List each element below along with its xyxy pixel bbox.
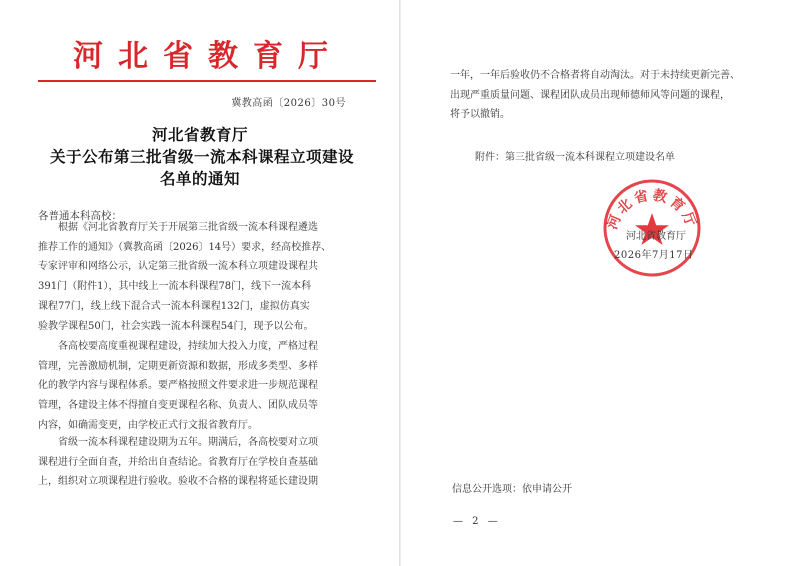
disclosure-option: 信息公开选项：依申请公开 <box>452 484 572 495</box>
letterhead-agency: 河北省教育厅 <box>73 39 343 74</box>
paragraph-line: 课程77门，线上线下混合式一流本科课程132门，虚拟仿真实 <box>38 300 310 312</box>
letterhead-red-rule <box>38 80 376 82</box>
paragraph-line: 一年，一年后验收仍不合格者将自动淘汰。对于未持续更新完善、 <box>450 70 740 81</box>
paragraph-line: 管理，各建设主体不得擅自变更课程名称、负责人、团队成员等 <box>38 400 318 412</box>
salutation: 各普通本科高校： <box>38 210 122 222</box>
paragraph-line: 验教学课程50门，社会实践一流本科课程54门，现予以公布。 <box>38 320 314 332</box>
page-number: — 2 — <box>453 516 501 527</box>
paragraph-line: 上，组织对立项课程进行验收。验收不合格的课程将延长建设期 <box>38 476 318 488</box>
paragraph-line: 根据《河北省教育厅关于开展第三批省级一流本科课程遴选 <box>58 222 318 233</box>
paragraph-line: 专家评审和网络公示，认定第三批省级一流本科立项建设课程共 <box>38 261 318 273</box>
paragraph-line: 省级一流本科课程建设期为五年。期满后，各高校要对立项 <box>58 437 318 448</box>
paragraph-line: 将予以撤销。 <box>450 109 510 121</box>
signature-organization: 河北省教育厅 <box>626 231 686 242</box>
paragraph-line: 课程进行全面自查，并给出自查结论。省教育厅在学校自查基础 <box>38 456 318 468</box>
paragraph-2 <box>38 337 363 436</box>
title-line-2: 关于公布第三批省级一流本科课程立项建设 <box>50 147 355 166</box>
title-line-1: 河北省教育厅 <box>151 125 248 144</box>
document-title <box>50 124 355 190</box>
title-line-3: 名单的通知 <box>159 169 240 188</box>
paragraph-line: 各高校要高度重视课程建设，持续加大投入力度，严格过程 <box>58 341 318 352</box>
paragraph-line: 内容，如确需变更，由学校正式行文报省教育厅。 <box>38 419 258 431</box>
signature-date: 2026年7月17日 <box>614 250 694 261</box>
paragraph-line: 推荐工作的通知》（冀教高函〔2026〕14号）要求，经高校推荐、 <box>38 241 332 253</box>
attachment-note: 附件：第三批省级一流本科课程立项建设名单 <box>475 152 675 163</box>
paragraph-line: 管理，完善激励机制，定期更新资源和数据，形成多类型、多样 <box>38 360 318 372</box>
continuation-text <box>450 66 770 125</box>
paragraph-line: 出现严重质量问题、课程团队成员出现师德师风等问题的课程， <box>450 89 730 101</box>
paragraph-3 <box>38 433 363 492</box>
paragraph-line: 391门（附件1），其中线上一流本科课程78门，线下一流本科 <box>38 281 312 293</box>
paragraph-line: 化的教学内容与课程体系。要严格按照文件要求进一步规范课程 <box>38 380 318 392</box>
svg-text:河北省教育厅: 河北省教育厅 <box>604 187 700 232</box>
paragraph-1 <box>38 218 363 336</box>
document-number: 冀教高函〔2026〕30号 <box>231 98 346 109</box>
page-gutter <box>399 0 401 566</box>
